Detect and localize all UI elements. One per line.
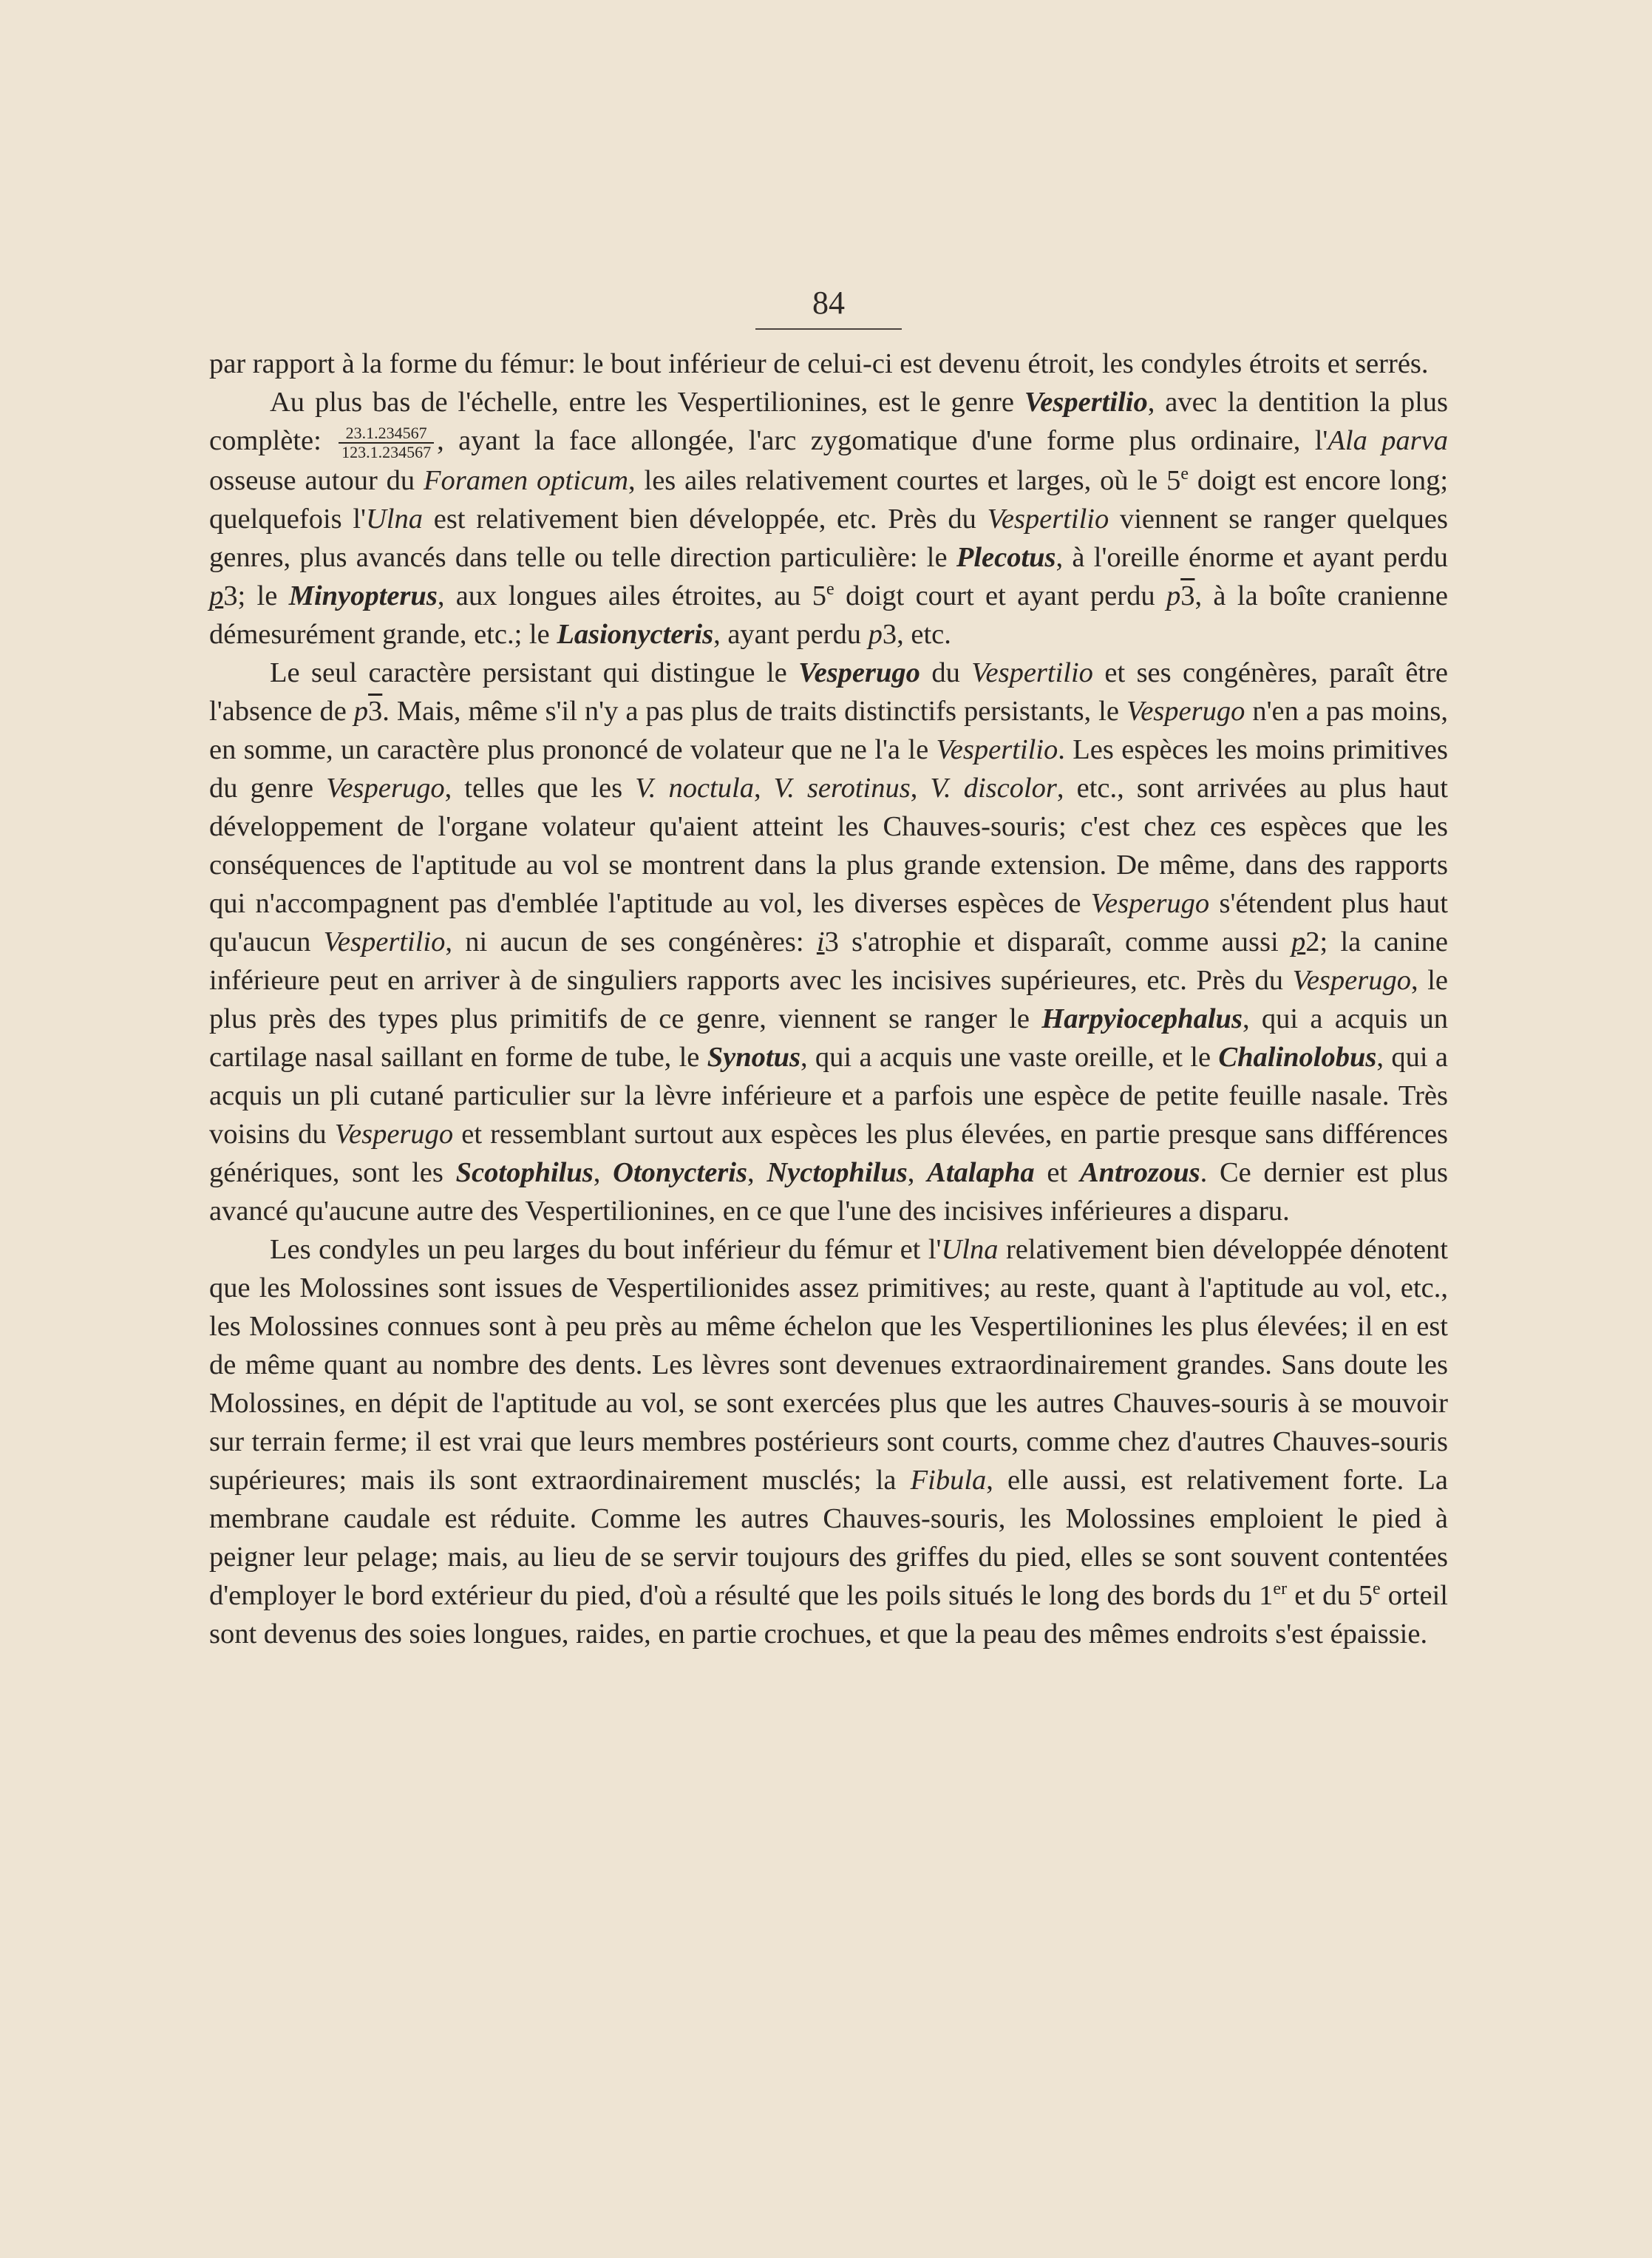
paragraph-3: Le seul caractère persistant qui distingue le Vesperugo du Vespertilio et ses congénères, paraît être l'absence de p3. Mais, même s'il n'y a pas plus de traits distinctifs persistants, le Vesperugo n'en a pas moins, en somme, un caractère plus prononcé de volateur que ne l'a le Vespertilio. Les espèces les moins primitives du genre Vesperugo, telles que les V. noctula, V. serotinus, V. discolor, etc., sont arrivées au plus haut développement de l'organe volateur qu'aient atteint les Chauves-souris; c'est chez ces espèces que les conséquences de l'aptitude au vol se montrent dans la plus grande extension. De même, dans des rapports qui n'accompagnent pas d'emblée l'aptitude au vol, les diverses espèces de Vesperugo s'étendent plus haut qu'aucun Vespertilio, ni aucun de ses congénères: i3 s'atrophie et disparaît, comme aussi p2; la canine inférieure peut en arriver à de singuliers rapports avec les incisives supérieures, etc. Près du Vesperugo, le plus près des types plus primitifs de ce genre, viennent se ranger le Harpyiocephalus, qui a acquis un cartilage nasal saillant en forme de tube, le Synotus, qui a acquis une vaste oreille, et le Chalinolobus, qui a acquis un pli cutané particulier sur la lèvre inférieure et a parfois une espèce de petite feuille nasale. Très voisins du Vesperugo et ressemblant surtout aux espèces les plus élevées, en partie presque sans différences génériques, sont les Scotophilus, Otonycteris, Nyctophilus, Atalapha et Antrozous. Ce dernier est plus avancé qu'aucune autre des Vespertilionines, en ce que l'une des incisives inférieures a disparu.	[209, 657, 1449, 1227]
paragraph-2: Au plus bas de l'échelle, entre les Vespertilionines, est le genre Vespertilio, avec la dentition la plus complète: $\frac{23.1.234567}{123.1.234567}$ , ayant la face allongée, l'arc zygomatique d'une forme plus ordinaire, l'Ala parva osseuse autour du Foramen opticum, les ailes relativement courtes et larges, où le 5e doigt est encore long; quelquefois l'Ulna est relativement bien développée, etc. Près du Vespertilio viennent se ranger quelques genres, plus avancés dans telle ou telle direction particulière: le Plecotus, à l'oreille énorme et ayant perdu p3; le Minyopterus, aux longues ailes étroites, au 5e doigt court et ayant perdu p3, à la boîte cranienne démesurément grande, etc.; le Lasionycteris, ayant perdu p3, etc.	[209, 387, 1449, 651]
paragraph-1: par rapport à la forme du fémur: le bout inférieur de celui-ci est devenu étroit, les condyles étroits et serrés.	[209, 348, 1429, 379]
dental-formula: $\frac{23.1.234567}{123.1.234567}$	[339, 424, 434, 461]
page-number: 84	[812, 285, 845, 321]
paragraph-4: Les condyles un peu larges du bout inférieur du fémur et l'Ulna relativement bien développée dénotent que les Molossines sont issues de Vespertilionides assez primitives; au reste, quant à l'aptitude au vol, etc., les Molossines connues sont à peu près au même échelon que les Vespertilionines les plus élevées; il en est de même quant au nombre des dents. Les lèvres sont devenues extraordinairement grandes. Sans doute les Molossines, en dépit de l'aptitude au vol, se sont exercées plus que les autres Chauves-souris à se mouvoir sur terrain ferme; il est vrai que leurs membres postérieurs sont courts, comme chez d'autres Chauves-souris supérieures; mais ils sont extraordinairement musclés; la Fibula, elle aussi, est relativement forte. La membrane caudale est réduite. Comme les autres Chauves-souris, les Molossines emploient le pied à peigner leur pelage; mais, au lieu de se servir toujours des griffes du pied, elles se sont souvent contentées d'employer le bord extérieur du pied, d'où a résulté que les poils situés le long des bords du 1er et du 5e orteil sont devenus des soies longues, raides, en partie crochues, et que la peau des mêmes endroits s'est épaissie.	[209, 1234, 1449, 1650]
page-number-rule	[755, 328, 902, 330]
body-text	[209, 345, 1448, 1653]
